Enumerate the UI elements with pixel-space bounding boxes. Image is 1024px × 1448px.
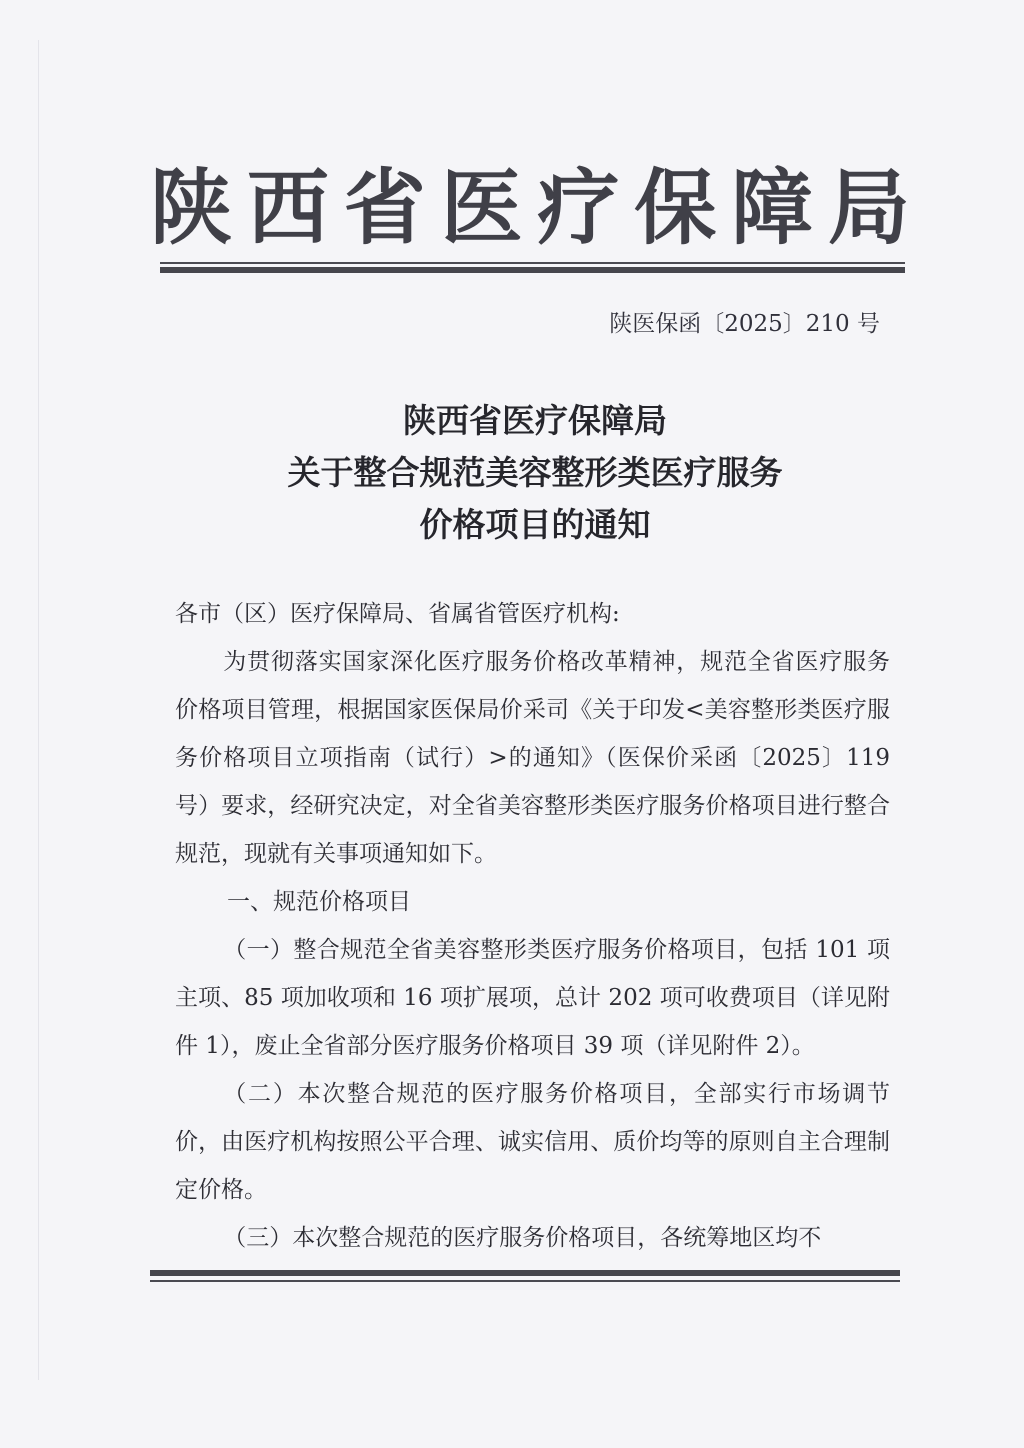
title-line-2: 关于整合规范美容整形类医疗服务 <box>287 453 783 492</box>
item-paragraph-2: （二）本次整合规范的医疗服务价格项目，全部实行市场调节价，由医疗机构按照公平合理、诚实信用、质价均等的原则自主合理制定价格。 <box>175 1081 890 1203</box>
document-title <box>150 395 920 551</box>
title-line-1: 陕西省医疗保障局 <box>403 401 667 440</box>
footer-divider-thick <box>150 1270 900 1276</box>
organization-header <box>150 158 910 258</box>
header-char: 局 <box>827 160 910 256</box>
section-heading: 一、规范价格项目 <box>227 889 411 915</box>
document-body <box>175 590 890 1262</box>
header-char: 医 <box>440 160 523 256</box>
header-char: 省 <box>343 160 426 256</box>
header-char: 疗 <box>537 160 620 256</box>
page-edge-line <box>38 40 39 1380</box>
title-line-3: 价格项目的通知 <box>419 505 651 544</box>
header-char: 西 <box>246 160 329 256</box>
item-paragraph-1: （一）整合规范全省美容整形类医疗服务价格项目，包括 101 项主项、85 项加收项和 16 项扩展项，总计 202 项可收费项目（详见附件 1），废止全省部分医疗服务价格项目 39 项（详见附件 2）。 <box>175 937 890 1059</box>
addressee: 各市（区）医疗保障局、省属省管医疗机构: <box>175 601 620 627</box>
header-divider-thin <box>160 262 905 264</box>
header-divider-thick <box>160 267 905 273</box>
intro-paragraph: 为贯彻落实国家深化医疗服务价格改革精神，规范全省医疗服务价格项目管理，根据国家医保局价采司《关于印发<美容整形类医疗服务价格项目立项指南（试行）>的通知》（医保价采函〔2025〕119 号）要求，经研究决定，对全省美容整形类医疗服务价格项目进行整合规范，现就有关事项通知如下。 <box>175 649 890 867</box>
footer-divider-thin <box>150 1280 900 1282</box>
header-char: 障 <box>731 160 814 256</box>
document-number: 陕医保函〔2025〕210 号 <box>609 311 880 337</box>
header-char: 保 <box>634 160 717 256</box>
header-char: 陕 <box>150 160 233 256</box>
item-paragraph-3: （三）本次整合规范的医疗服务价格项目，各统筹地区均不 <box>223 1225 822 1251</box>
